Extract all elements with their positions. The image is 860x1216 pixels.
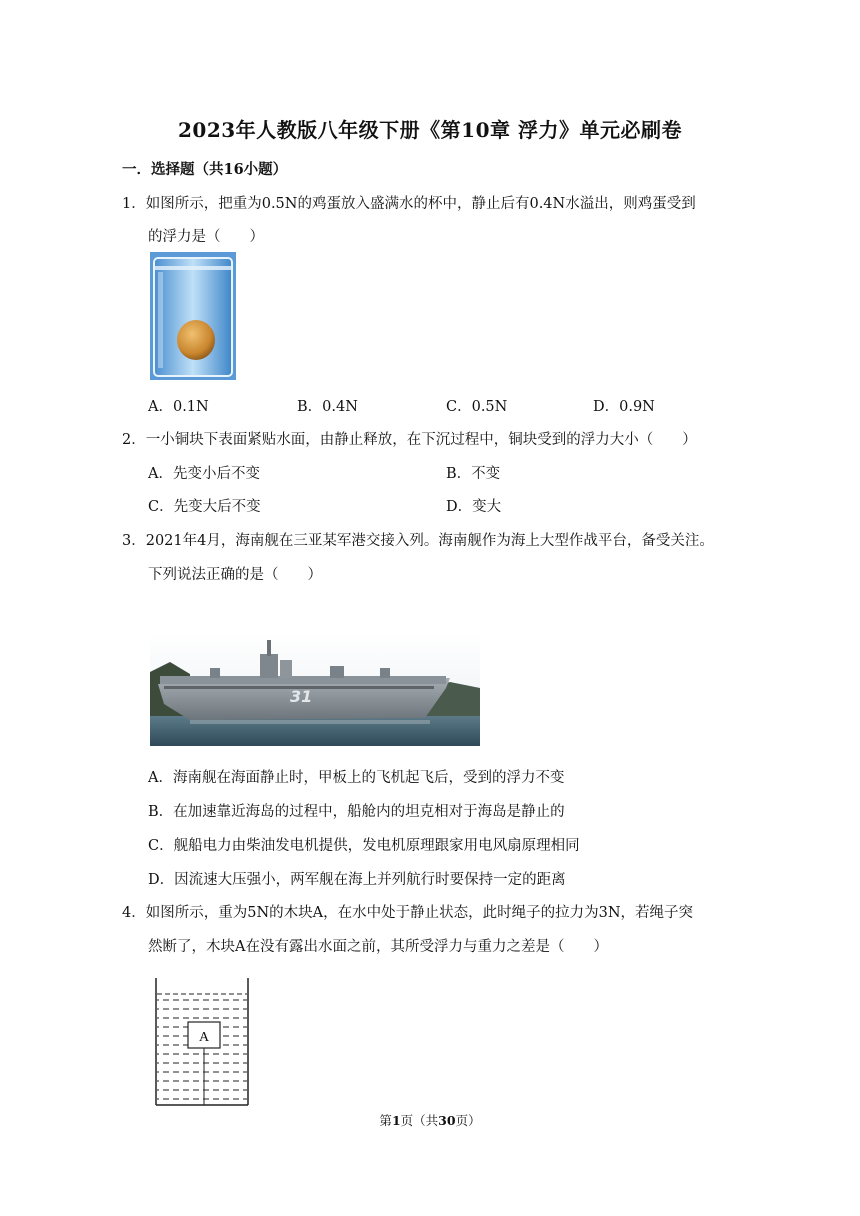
q3-option-c: C．舰船电力由柴油发电机提供，发电机原理跟家用电风扇原理相同: [148, 838, 580, 854]
q3-stem-line2: 下列说法正确的是（ ）: [148, 567, 322, 583]
footer-pre: 第: [379, 1113, 392, 1128]
q3-option-a: A．海南舰在海面静止时，甲板上的飞机起飞后，受到的浮力不变: [148, 770, 565, 786]
page-title: 2023年人教版八年级下册《第10章 浮力》单元必刷卷: [178, 118, 682, 142]
footer-page-number: 1: [391, 1113, 401, 1128]
q1-option-c: C．0.5N: [446, 399, 508, 415]
q2-option-c: C．先变大后不变: [148, 499, 261, 515]
section-heading: 一．选择题（共16小题）: [122, 161, 288, 178]
q1-option-d: D．0.9N: [593, 399, 655, 415]
q3-option-d: D．因流速大压强小，两军舰在海上并列航行时要保持一定的距离: [148, 872, 566, 888]
q1-stem-line2: 的浮力是（ ）: [148, 229, 264, 245]
q4-stem-line2: 然断了，木块A在没有露出水面之前，其所受浮力与重力之差是（ ）: [148, 939, 608, 955]
footer-post: 页）: [455, 1113, 481, 1128]
q1-stem-line1: 1．如图所示，把重为0.5N的鸡蛋放入盛满水的杯中，静止后有0.4N水溢出，则鸡蛋受到: [122, 196, 696, 212]
block-label: A: [198, 1030, 210, 1045]
page-footer: [0, 1111, 860, 1129]
aircraft-carrier-image: [150, 632, 480, 746]
q2-option-b: B．不变: [446, 466, 501, 482]
q3-stem-line1: 3．2021年4月，海南舰在三亚某军港交接入列。海南舰作为海上大型作战平台，备受关注。: [122, 533, 714, 549]
footer-total-pages: 30: [438, 1113, 456, 1128]
footer-mid: 页（共: [400, 1113, 439, 1128]
container-diagram: [152, 978, 252, 1108]
hull-number: 31: [290, 687, 313, 706]
q2-option-a: A．先变小后不变: [148, 466, 260, 482]
q2-option-d: D．变大: [446, 499, 502, 515]
q1-option-b: B．0.4N: [297, 399, 358, 415]
q3-option-b: B．在加速靠近海岛的过程中，船舱内的坦克相对于海岛是静止的: [148, 804, 565, 820]
q2-stem: 2．一小铜块下表面紧贴水面，由静止释放，在下沉过程中，铜块受到的浮力大小（ ）: [122, 432, 697, 448]
egg-in-cup-image: [150, 252, 236, 380]
q1-option-a: A．0.1N: [148, 399, 209, 415]
q4-stem-line1: 4．如图所示，重为5N的木块A，在水中处于静止状态，此时绳子的拉力为3N，若绳子突: [122, 905, 694, 921]
